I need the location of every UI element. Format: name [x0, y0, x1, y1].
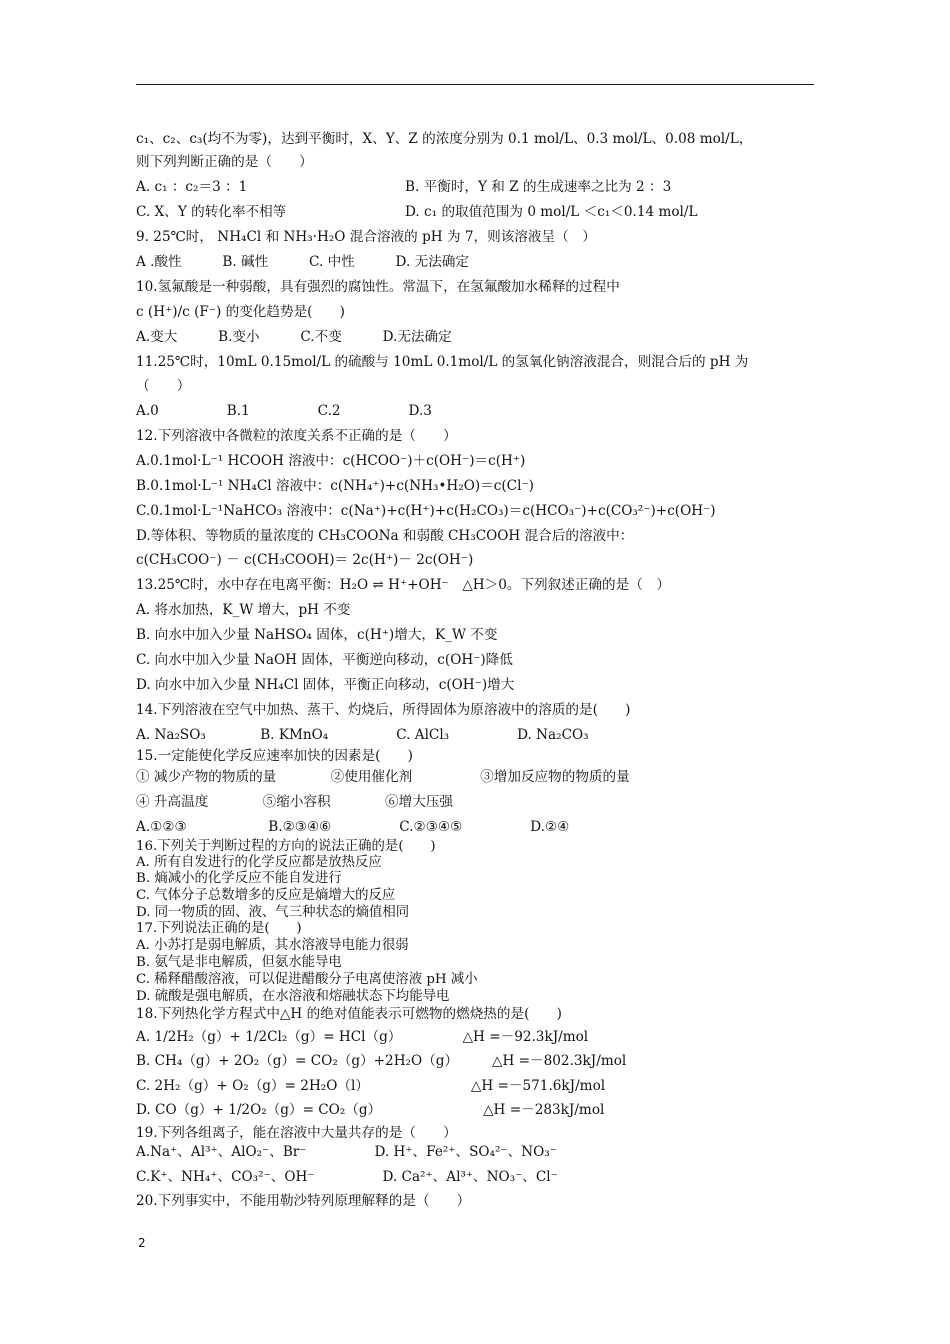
- q15-stem: 15.一定能使化学反应速率加快的因素是( ): [136, 748, 413, 764]
- q14-stem: 14.下列溶液在空气中加热、蒸干、灼烧后，所得固体为原溶液中的溶质的是( ): [136, 702, 631, 718]
- q19-options-1: A.Na⁺、Al³⁺、AlO₂⁻、Br⁻ D. H⁺、Fe²⁺、SO₄²⁻、NO₃⁻: [136, 1144, 557, 1160]
- q15-items-2: ④ 升高温度 ⑤缩小容积 ⑥增大压强: [136, 794, 453, 810]
- q18-option-b: B. CH₄（g）+ 2O₂（g）= CO₂（g）+2H₂O（g） △H =－802.3kJ/mol: [136, 1053, 627, 1069]
- q9-stem: 9. 25℃时， NH₄Cl 和 NH₃·H₂O 混合溶液的 pH 为 7，则该溶液呈（ ）: [136, 229, 596, 245]
- q18-option-c: C. 2H₂（g）+ O₂（g）= 2H₂O（l） △H =－571.6kJ/mol: [136, 1078, 606, 1094]
- q18-stem: 18.下列热化学方程式中△H 的绝对值能表示可燃物的燃烧热的是( ): [136, 1006, 562, 1022]
- q16-option-d: D. 同一物质的固、液、气三种状态的熵值相同: [136, 905, 410, 920]
- q13-stem: 13.25℃时，水中存在电离平衡：H₂O ⇌ H⁺+OH⁻ △H＞0。下列叙述正确的是（ ）: [136, 577, 670, 593]
- q18-option-a: A. 1/2H₂（g）+ 1/2Cl₂（g）= HCl（g） △H =－92.3kJ/mol: [136, 1029, 589, 1045]
- q11-options: A.0 B.1 C.2 D.3: [136, 403, 432, 419]
- q15-items-1: ① 减少产物的物质的量 ②使用催化剂 ③增加反应物的物质的量: [136, 769, 630, 785]
- q8-option-b: B. 平衡时，Y 和 Z 的生成速率之比为 2 ：3: [405, 179, 672, 195]
- q10-stem: 10.氢氟酸是一种弱酸，具有强烈的腐蚀性。常温下，在氢氟酸加水稀释的过程中: [136, 279, 620, 295]
- q20-stem: 20.下列事实中，不能用勒沙特列原理解释的是（ ）: [136, 1193, 471, 1209]
- q8-option-a: A. c₁ ：c₂＝3 ：1: [136, 179, 248, 195]
- q13-option-d: D. 向水中加入少量 NH₄Cl 固体，平衡正向移动，c(OH⁻)增大: [136, 677, 515, 693]
- q8-stem-cont: c₁、c₂、c₃(均不为零)，达到平衡时，X、Y、Z 的浓度分别为 0.1 mol/L、0.3 mol/L、0.08 mol/L，: [136, 131, 753, 147]
- q10-stem-cont: c (H⁺)/c (F⁻) 的变化趋势是( ): [136, 304, 345, 320]
- q17-option-d: D. 硫酸是强电解质，在水溶液和熔融状态下均能导电: [136, 989, 450, 1004]
- q10-options: A.变大 B.变小 C.不变 D.无法确定: [136, 329, 452, 345]
- page-number: 2: [138, 1236, 146, 1250]
- q11-stem: 11.25℃时，10mL 0.15mol/L 的硫酸与 10mL 0.1mol/L 的氢氧化钠溶液混合，则混合后的 pH 为: [136, 354, 749, 370]
- header-rule: [136, 84, 814, 85]
- q12-option-d-cont: c(CH₃COO⁻) － c(CH₃COOH)＝ 2c(H⁺)－ 2c(OH⁻): [136, 552, 474, 568]
- q13-option-a: A. 将水加热，K_W 增大，pH 不变: [136, 602, 351, 618]
- q19-stem: 19.下列各组离子，能在溶液中大量共存的是（ ）: [136, 1125, 457, 1141]
- q16-option-a: A. 所有自发进行的化学反应都是放热反应: [136, 855, 382, 870]
- q19-options-2: C.K⁺、NH₄⁺、CO₃²⁻、OH⁻ D. Ca²⁺、Al³⁺、NO₃⁻、Cl⁻: [136, 1169, 558, 1185]
- q17-option-c: C. 稀释醋酸溶液，可以促进醋酸分子电离使溶液 pH 减小: [136, 972, 478, 987]
- q17-option-a: A. 小苏打是弱电解质，其水溶液导电能力很弱: [136, 938, 409, 953]
- q13-option-b: B. 向水中加入少量 NaHSO₄ 固体，c(H⁺)增大，K_W 不变: [136, 627, 498, 643]
- q13-option-c: C. 向水中加入少量 NaOH 固体，平衡逆向移动，c(OH⁻)降低: [136, 652, 513, 668]
- q8-option-d: D. c₁ 的取值范围为 0 mol/L ＜c₁＜0.14 mol/L: [405, 204, 698, 220]
- q17-stem: 17.下列说法正确的是( ): [136, 921, 302, 936]
- q9-options: A .酸性 B. 碱性 C. 中性 D. 无法确定: [136, 254, 469, 270]
- q17-option-b: B. 氨气是非电解质，但氨水能导电: [136, 955, 342, 970]
- q12-stem: 12.下列溶液中各微粒的浓度关系不正确的是（ ）: [136, 428, 457, 444]
- q16-option-c: C. 气体分子总数增多的反应是熵增大的反应: [136, 888, 396, 903]
- q12-option-a: A.0.1mol·L⁻¹ HCOOH 溶液中：c(HCOO⁻)＋c(OH⁻)＝c(H⁺): [136, 453, 526, 469]
- q14-options: A. Na₂SO₃ B. KMnO₄ C. AlCl₃ D. Na₂CO₃: [136, 727, 589, 743]
- q12-option-b: B.0.1mol·L⁻¹ NH₄Cl 溶液中：c(NH₄⁺)+c(NH₃•H₂O)＝c(Cl⁻): [136, 478, 534, 494]
- q8-stem-question: 则下列判断正确的是（ ）: [136, 154, 313, 170]
- q16-option-b: B. 熵减小的化学反应不能自发进行: [136, 871, 342, 886]
- q8-option-c: C. X、Y 的转化率不相等: [136, 204, 287, 220]
- q18-option-d: D. CO（g）+ 1/2O₂（g）= CO₂（g） △H =－283kJ/mol: [136, 1102, 605, 1118]
- q16-stem: 16.下列关于判断过程的方向的说法正确的是( ): [136, 839, 436, 854]
- q11-stem-cont: （ ）: [136, 378, 191, 394]
- q12-option-c: C.0.1mol·L⁻¹NaHCO₃ 溶液中：c(Na⁺)+c(H⁺)+c(H₂CO₃)＝c(HCO₃⁻)+c(CO₃²⁻)+c(OH⁻): [136, 503, 716, 519]
- q12-option-d: D.等体积、等物质的量浓度的 CH₃COONa 和弱酸 CH₃COOH 混合后的溶液中：: [136, 528, 634, 544]
- q15-options: A.①②③ B.②③④⑥ C.②③④⑤ D.②④: [136, 819, 570, 835]
